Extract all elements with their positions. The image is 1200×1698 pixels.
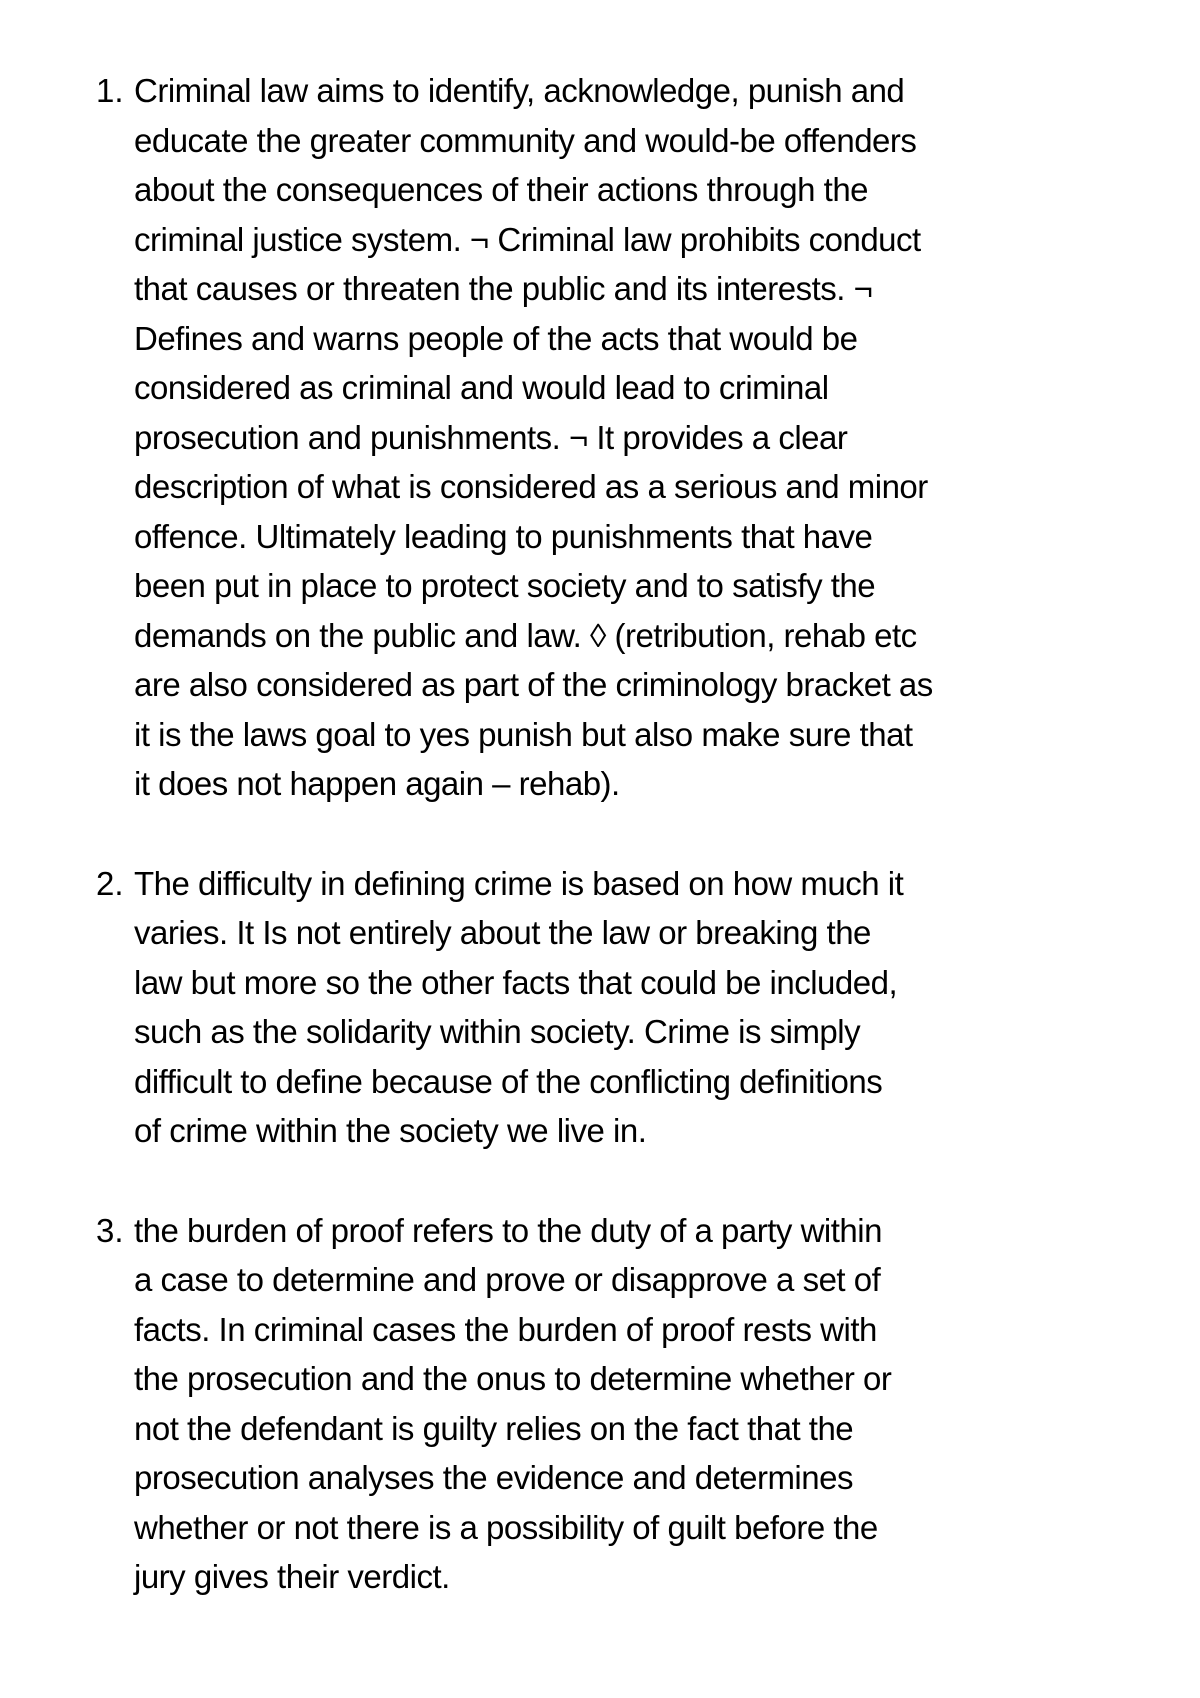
text-line: prosecution and punishments. ¬ It provides a clear — [134, 418, 848, 456]
text-line: description of what is considered as a serious and minor — [134, 468, 928, 505]
text-line: considered as criminal and would lead to criminal — [134, 369, 829, 406]
list-item-text — [134, 859, 903, 1156]
list-item-text — [134, 1206, 891, 1602]
text-line: Defines and warns people of the acts that would be — [134, 319, 858, 357]
text-line: about the consequences of their actions through the — [134, 171, 869, 208]
text-line: varies. It Is not entirely about the law or breaking the — [134, 914, 871, 951]
text-line: whether or not there is a possibility of guilt before the — [134, 1508, 878, 1546]
text-line: a case to determine and prove or disapprove a set of — [134, 1261, 881, 1298]
list-item-number: 1. — [96, 72, 124, 109]
text-line: The difficulty in defining crime is based on how much it — [134, 864, 904, 902]
text-line: difficult to define because of the conflicting definitions — [134, 1062, 883, 1100]
text-line: facts. In criminal cases the burden of proof rests with — [134, 1310, 877, 1348]
text-line: the prosecution and the onus to determine whether or — [134, 1360, 892, 1397]
text-line: it is the laws goal to yes punish but also make sure that — [134, 715, 913, 753]
text-line: the burden of proof refers to the duty of a party within — [134, 1211, 882, 1249]
list-item — [96, 1206, 1096, 1602]
list-item-number: 2. — [96, 864, 124, 902]
text-line: offence. Ultimately leading to punishments that have — [134, 517, 873, 555]
list-item-number: 3. — [96, 1211, 124, 1249]
text-line: jury gives their verdict. — [134, 1558, 450, 1595]
text-line: been put in place to protect society and to satisfy the — [134, 567, 876, 604]
text-line: law but more so the other facts that could be included, — [134, 963, 898, 1001]
text-line: are also considered as part of the criminology bracket as — [134, 666, 933, 703]
text-line: such as the solidarity within society. Crime is simply — [134, 1013, 861, 1050]
numbered-list — [96, 66, 1096, 1652]
text-line: prosecution analyses the evidence and determines — [134, 1459, 853, 1496]
text-line: Criminal law aims to identify, acknowledge, punish and — [134, 72, 905, 109]
list-item-text — [134, 66, 933, 809]
text-line: demands on the public and law. ◊ (retribution, rehab etc — [134, 616, 917, 654]
text-line: not the defendant is guilty relies on the fact that the — [134, 1409, 854, 1447]
text-line: of crime within the society we live in. — [134, 1112, 647, 1149]
text-line: educate the greater community and would-be offenders — [134, 121, 917, 159]
list-item — [96, 66, 1096, 809]
text-line: criminal justice system. ¬ Criminal law prohibits conduct — [134, 220, 921, 258]
text-line: that causes or threaten the public and its interests. ¬ — [134, 270, 873, 307]
text-line: it does not happen again – rehab). — [134, 765, 620, 802]
list-item — [96, 859, 1096, 1156]
